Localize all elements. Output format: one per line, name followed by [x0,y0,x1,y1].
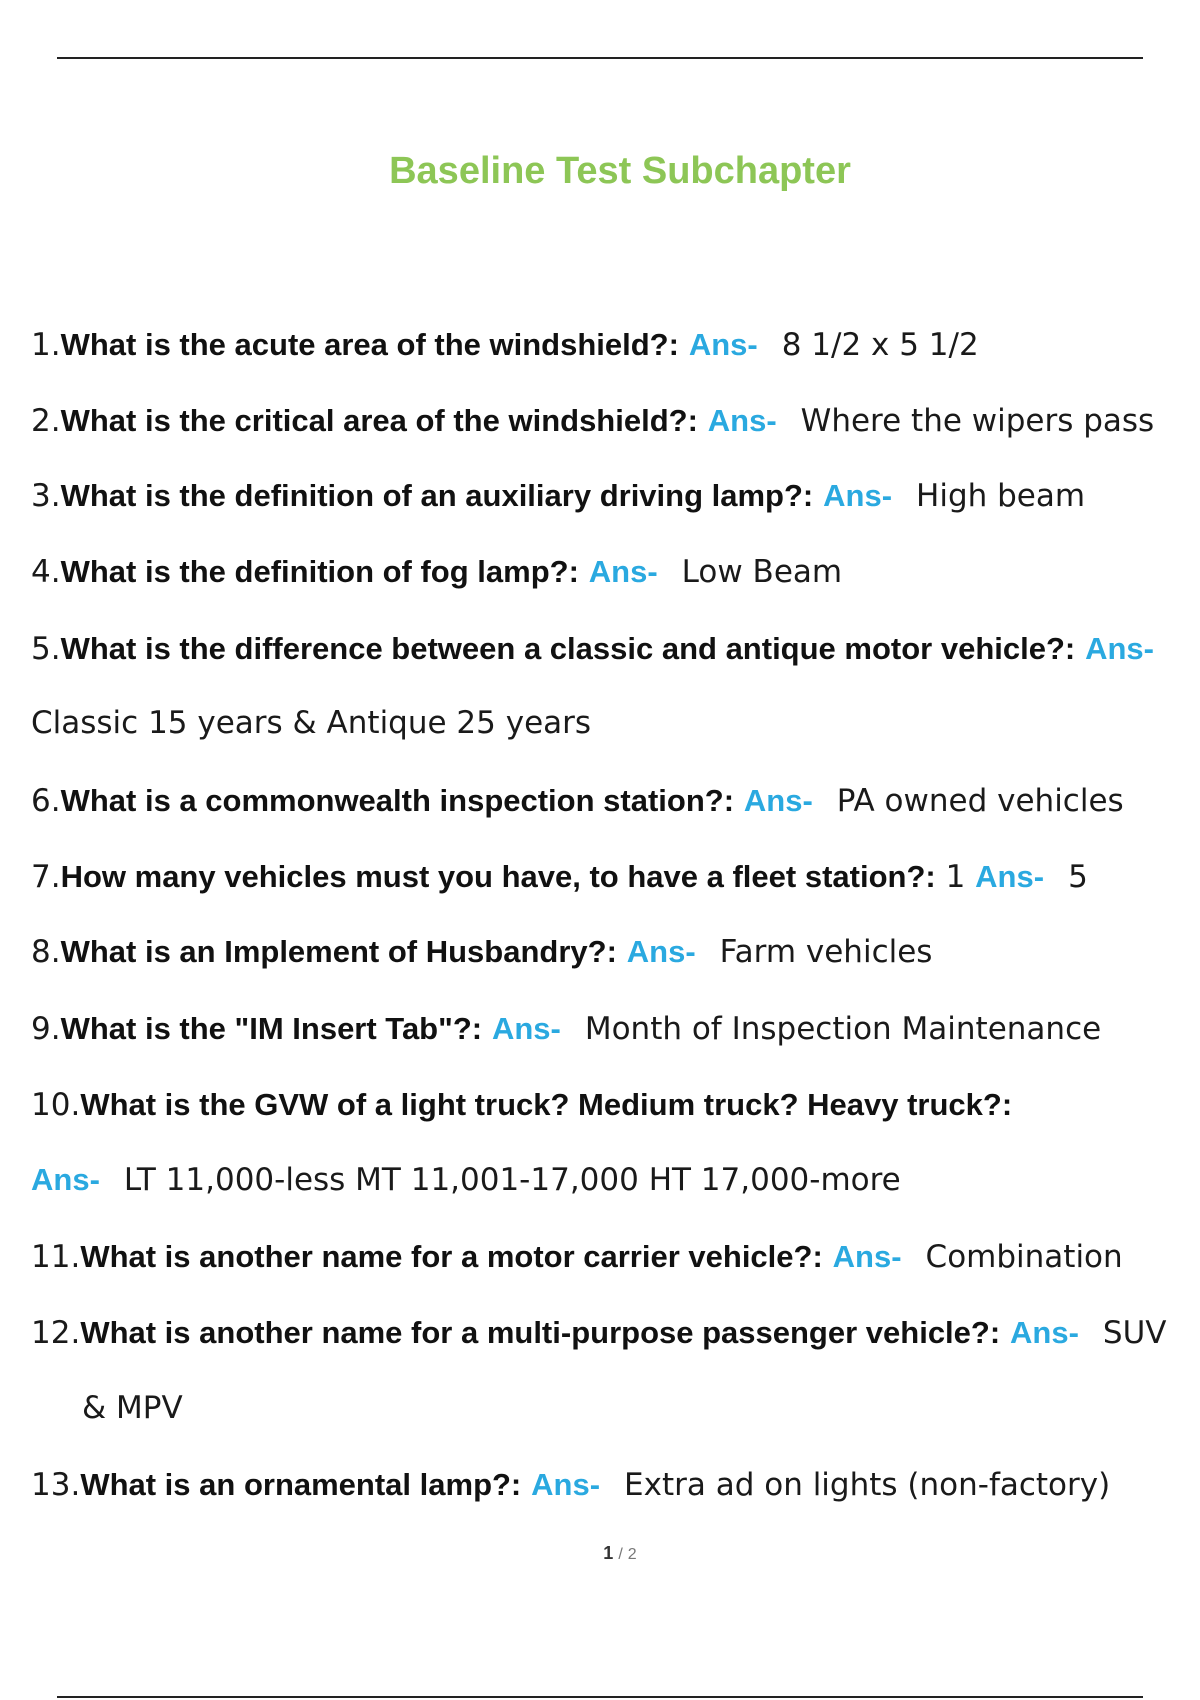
question-extra: 1 [945,859,966,895]
question-text: What is the definition of fog lamp?: [60,554,579,589]
answer-text: Classic 15 years & Antique 25 years [31,705,592,741]
question-number: 2. [31,403,61,439]
answer-continuation [82,1388,183,1428]
question-item [31,1085,1012,1125]
question-item [31,476,1085,516]
answer-text: Where the wipers pass [800,403,1155,439]
answer-label: Ans- [707,403,777,438]
answer-label: Ans- [1085,631,1154,666]
answer-label: Ans- [531,1467,601,1502]
question-number: 11. [31,1239,81,1275]
question-item [31,552,842,592]
question-number: 7. [31,859,61,895]
answer-label: Ans- [688,327,758,362]
question-item [31,1465,1110,1505]
question-number: 6. [31,783,61,819]
question-text: What is the GVW of a light truck? Medium truck? Heavy truck?: [80,1087,1013,1122]
question-text: What is another name for a motor carrier vehicle?: [80,1239,823,1274]
question-text: How many vehicles must you have, to have a fleet station?: [60,859,936,894]
answer-text: 8 1/2 x 5 1/2 [781,327,979,363]
question-item [31,781,1124,821]
question-text: What is the "IM Insert Tab"?: [60,1011,483,1046]
answer-label: Ans- [491,1011,561,1046]
answer-label: Ans- [823,478,893,513]
question-item [31,857,1088,897]
question-text: What is the difference between a classic and antique motor vehicle?: [60,631,1076,666]
question-number: 13. [31,1467,81,1503]
document-title: Baseline Test Subchapter [389,150,851,192]
page-indicator [0,1543,1200,1564]
question-number: 9. [31,1011,61,1047]
question-item [31,401,1154,441]
answer-text: Extra ad on lights (non-factory) [624,1467,1111,1503]
question-number: 10. [31,1087,81,1123]
question-text: What is an Implement of Husbandry?: [60,934,617,969]
answer-text: LT 11,000-less MT 11,001-17,000 HT 17,000-more [123,1162,901,1198]
answer-continuation [31,703,591,743]
current-page: 1 [603,1543,614,1563]
answer-label: Ans- [975,859,1045,894]
total-pages: 2 [627,1546,637,1563]
page-separator: / [618,1546,623,1563]
question-number: 8. [31,934,61,970]
question-text: What is an ornamental lamp?: [80,1467,522,1502]
answer-label: Ans- [832,1239,902,1274]
question-item [31,325,979,365]
answer-text: Farm vehicles [719,934,933,970]
question-text: What is the definition of an auxiliary driving lamp?: [60,478,814,513]
answer-text: High beam [916,478,1086,514]
question-text: What is another name for a multi-purpose passenger vehicle?: [80,1315,1001,1350]
question-item [31,1237,1123,1277]
question-item [31,1009,1101,1049]
answer-text: PA owned vehicles [836,783,1124,819]
answer-label: Ans- [1010,1315,1079,1350]
question-item [31,932,932,972]
question-text: What is the critical area of the windshield?: [60,403,698,438]
answer-text: Combination [925,1239,1123,1275]
answer-continuation [31,1160,901,1200]
question-text: What is a commonwealth inspection station?: [60,783,735,818]
question-number: 4. [31,554,61,590]
answer-label: Ans- [626,934,696,969]
question-item [31,629,1178,669]
question-number: 1. [31,327,61,363]
question-number: 12. [31,1315,81,1351]
answer-text: 5 [1068,859,1088,895]
question-number: 5. [31,631,61,667]
answer-label: Ans- [743,783,813,818]
question-item [31,1313,1167,1353]
question-text: What is the acute area of the windshield?: [60,327,679,362]
answer-label: Ans- [31,1162,100,1197]
top-rule [57,57,1143,59]
bottom-rule [57,1696,1143,1698]
answer-text: Month of Inspection Maintenance [584,1011,1102,1047]
answer-label: Ans- [588,554,658,589]
answer-text: SUV [1102,1315,1167,1351]
question-number: 3. [31,478,61,514]
answer-text: Low Beam [681,554,843,590]
answer-text: & MPV [82,1390,183,1426]
